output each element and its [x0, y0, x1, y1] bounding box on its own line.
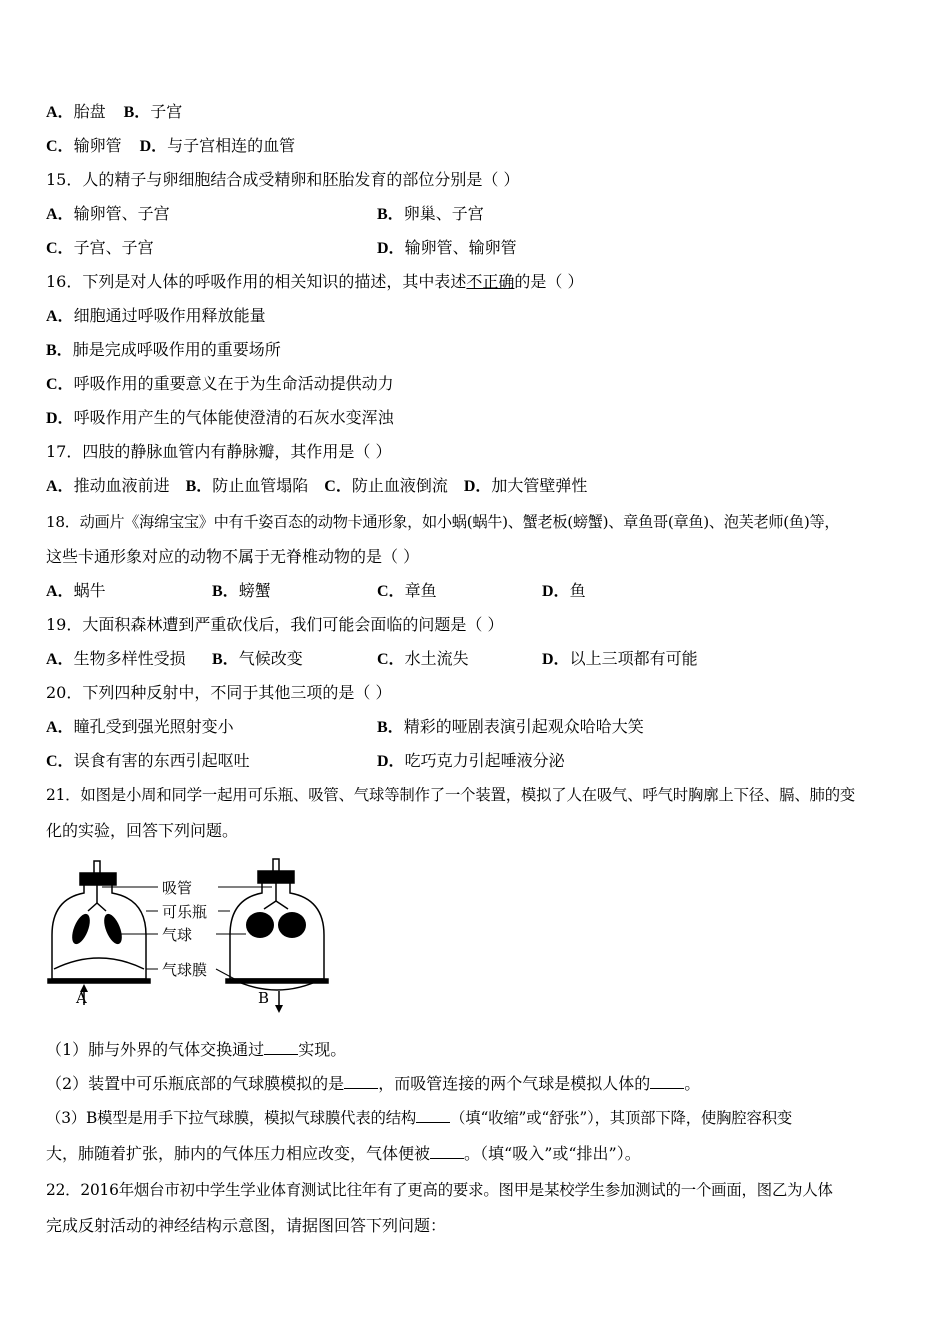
q16-opt-b: B．肺是完成呼吸作用的重要场所	[46, 340, 281, 359]
q21-sub2: （2）装置中可乐瓶底部的气球膜模拟的是 ，而吸管连接的两个气球是模拟人体的 。	[46, 1074, 701, 1093]
figure-label-a: A	[76, 989, 87, 1007]
q18-opt-a: A．蜗牛	[46, 581, 106, 600]
q21-sub3-line2: 大，肺随着扩张，肺内的气体压力相应改变，气体便被 。（填“吸入”或“排出”）。	[46, 1144, 641, 1163]
q21-sub2-blank2[interactable]	[650, 1074, 684, 1089]
q21-stem-line2: 化的实验，回答下列问题。	[46, 821, 239, 840]
q21-stem-line1: 21．如图是小周和同学一起用可乐瓶、吸管、气球等制作了一个装置，模拟了人在吸气、呼气时胸廓上下径、膈、肺的变	[46, 786, 856, 804]
q20-opt-a: A．瞳孔受到强光照射变小	[46, 717, 234, 736]
q16-emphasis: 不正确	[466, 272, 515, 291]
balloon-a-right	[101, 912, 126, 947]
q18-opt-c: C．章鱼	[377, 581, 437, 600]
q17-options: A．推动血液前进 B．防止血管塌陷 C．防止血液倒流 D．加大管壁弹性	[46, 476, 588, 495]
figure-label-b: B	[258, 989, 270, 1007]
q14-opt-d: 与子宫相连的血管	[167, 136, 296, 155]
q19-opt-b: B．气候改变	[212, 649, 303, 668]
q15-opt-d: D．输卵管、输卵管	[377, 238, 517, 257]
q19-opt-a: A．生物多样性受损	[46, 649, 186, 668]
q14-opt-b: 子宫	[150, 102, 183, 121]
q18-stem-line2: 这些卡通形象对应的动物不属于无脊椎动物的是（ ）	[46, 547, 420, 566]
q14-options-cd: C．输卵管 D．与子宫相连的血管	[46, 136, 296, 155]
balloon-a-left	[69, 912, 94, 947]
arrow-down-b-head	[275, 1005, 283, 1013]
balloon-b-right	[278, 912, 306, 938]
lung-model-figure	[46, 855, 346, 1015]
figure-label-balloon: 气球	[162, 926, 193, 944]
figure-label-bottle: 可乐瓶	[162, 903, 208, 921]
q15-opt-c: C．子宫、子宫	[46, 238, 154, 257]
q16-opt-a: A．细胞通过呼吸作用释放能量	[46, 306, 266, 325]
figure-label-membrane: 气球膜	[162, 961, 208, 979]
q14-opt-a: 胎盘	[73, 102, 106, 121]
q21-sub1: （1）肺与外界的气体交换通过 实现。	[46, 1040, 347, 1059]
q19-opt-d: D．以上三项都有可能	[542, 649, 698, 668]
q15-stem: 15．人的精子与卵细胞结合成受精卵和胚胎发育的部位分别是（ ）	[46, 170, 520, 189]
q14-opt-c: 输卵管	[73, 136, 122, 155]
q18-opt-d: D．鱼	[542, 581, 586, 600]
q16-opt-d: D．呼吸作用产生的气体能使澄清的石灰水变浑浊	[46, 408, 394, 427]
q17-stem: 17．四肢的静脉血管内有静脉瓣，其作用是（ ）	[46, 442, 392, 461]
q21-sub2-blank1[interactable]	[344, 1074, 378, 1089]
bottle-b	[226, 859, 328, 990]
q16-opt-c: C．呼吸作用的重要意义在于为生命活动提供动力	[46, 374, 394, 393]
q16-stem: 16．下列是对人体的呼吸作用的相关知识的描述，其中表述不正确的是（ ）	[46, 272, 584, 291]
q18-opt-b: B．螃蟹	[212, 581, 271, 600]
q18-stem-line1: 18．动画片《海绵宝宝》中有千姿百态的动物卡通形象，如小蜗(蜗牛)、蟹老板(螃蟹)、章鱼哥(章鱼)、泡芙老师(鱼)等，	[46, 513, 840, 531]
q19-opt-c: C．水土流失	[377, 649, 469, 668]
q21-sub3-blank1[interactable]	[416, 1108, 450, 1123]
q22-stem-line1: 22．2016年烟台市初中学生学业体育测试比往年有了更高的要求。图甲是某校学生参加测试的一个画面，图乙为人体	[46, 1181, 833, 1199]
q15-opt-b: B．卵巢、子宫	[377, 204, 484, 223]
q19-stem: 19．大面积森林遭到严重砍伐后，我们可能会面临的问题是（ ）	[46, 615, 504, 634]
figure-label-straw: 吸管	[162, 879, 193, 897]
bottle-a	[48, 861, 150, 983]
q21-sub1-blank[interactable]	[264, 1040, 298, 1055]
q15-opt-a: A．输卵管、子宫	[46, 204, 170, 223]
q20-stem: 20．下列四种反射中，不同于其他三项的是（ ）	[46, 683, 392, 702]
q21-sub3-blank2[interactable]	[430, 1144, 464, 1159]
q14-options-ab: A．胎盘 B．子宫	[46, 102, 183, 121]
balloon-b-left	[246, 912, 274, 938]
q22-stem-line2: 完成反射活动的神经结构示意图，请据图回答下列问题：	[46, 1216, 447, 1235]
q20-opt-c: C．误食有害的东西引起呕吐	[46, 751, 250, 770]
q21-sub3: （3）B模型是用手下拉气球膜，模拟气球膜代表的结构 （填“收缩”或“舒张”），其顶部下降，使胸腔容积变	[46, 1109, 793, 1127]
q20-opt-b: B．精彩的哑剧表演引起观众哈哈大笑	[377, 717, 644, 736]
q20-opt-d: D．吃巧克力引起唾液分泌	[377, 751, 565, 770]
